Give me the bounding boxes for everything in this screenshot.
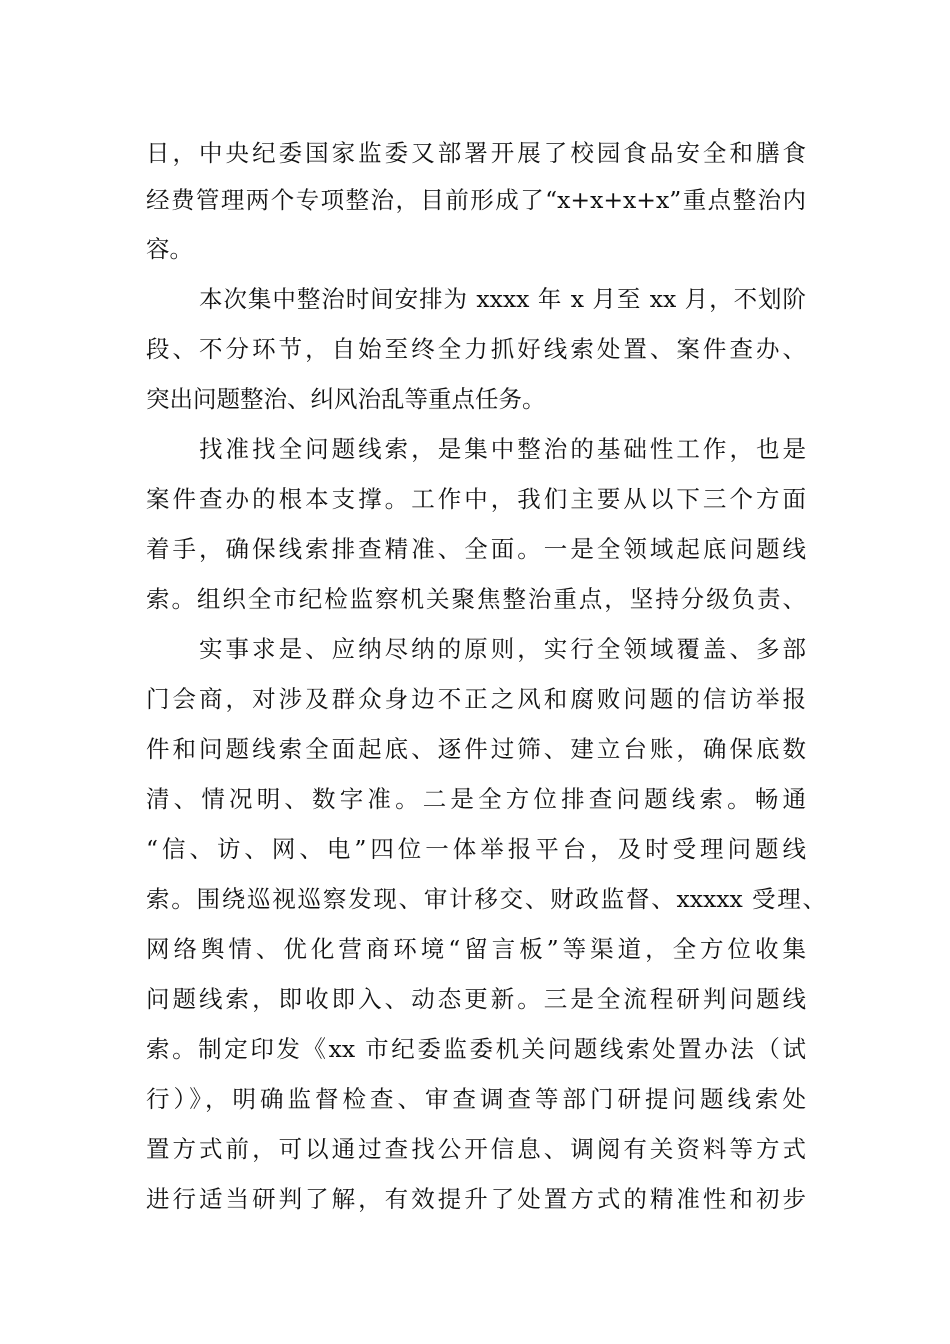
- text-line-21: 置方式前，可以通过查找公开信息、调阅有关资料等方式: [146, 1135, 806, 1163]
- text-line-5: 段、不分环节，自始至终全力抓好线索处置、案件查办、: [146, 335, 806, 363]
- text-line-7: 找准找全问题线索，是集中整治的基础性工作，也是: [199, 435, 806, 463]
- text-line-6: 突出问题整治、纠风治乱等重点任务。: [146, 385, 546, 413]
- text-line-1: 日，中央纪委国家监委又部署开展了校园食品安全和膳食: [146, 139, 806, 167]
- text-line-16: 索。围绕巡视巡察发现、审计移交、财政监督、xxxxx 受理、: [146, 885, 826, 913]
- text-line-10: 索。组织全市纪检监察机关聚焦整治重点，坚持分级负责、: [146, 585, 806, 613]
- text-line-9: 着手，确保线索排查精准、全面。一是全领域起底问题线: [146, 535, 806, 563]
- text-line-15: “信、访、网、电”四位一体举报平台，及时受理问题线: [146, 835, 806, 863]
- text-line-8: 案件查办的根本支撑。工作中，我们主要从以下三个方面: [146, 485, 806, 513]
- text-line-17: 网络舆情、优化营商环境“留言板”等渠道，全方位收集: [146, 935, 806, 963]
- text-line-20: 行）》，明确监督检查、审查调查等部门研提问题线索处: [146, 1085, 806, 1113]
- text-line-11: 实事求是、应纳尽纳的原则，实行全领域覆盖、多部: [199, 635, 806, 663]
- text-line-14: 清、情况明、数字准。二是全方位排查问题线索。畅通: [146, 785, 806, 813]
- text-line-13: 件和问题线索全面起底、逐件过筛、建立台账，确保底数: [146, 735, 806, 763]
- text-line-3: 容。: [146, 235, 193, 263]
- text-line-4: 本次集中整治时间安排为 xxxx 年 x 月至 xx 月，不划阶: [199, 285, 806, 313]
- text-line-19: 索。制定印发《xx 市纪委监委机关问题线索处置办法（试: [146, 1035, 806, 1063]
- text-line-12: 门会商，对涉及群众身边不正之风和腐败问题的信访举报: [146, 685, 806, 713]
- text-line-2: 经费管理两个专项整治，目前形成了“x+x+x+x”重点整治内: [146, 186, 806, 214]
- text-line-22: 进行适当研判了解，有效提升了处置方式的精准性和初步: [146, 1185, 806, 1213]
- text-line-18: 问题线索，即收即入、动态更新。三是全流程研判问题线: [146, 985, 806, 1013]
